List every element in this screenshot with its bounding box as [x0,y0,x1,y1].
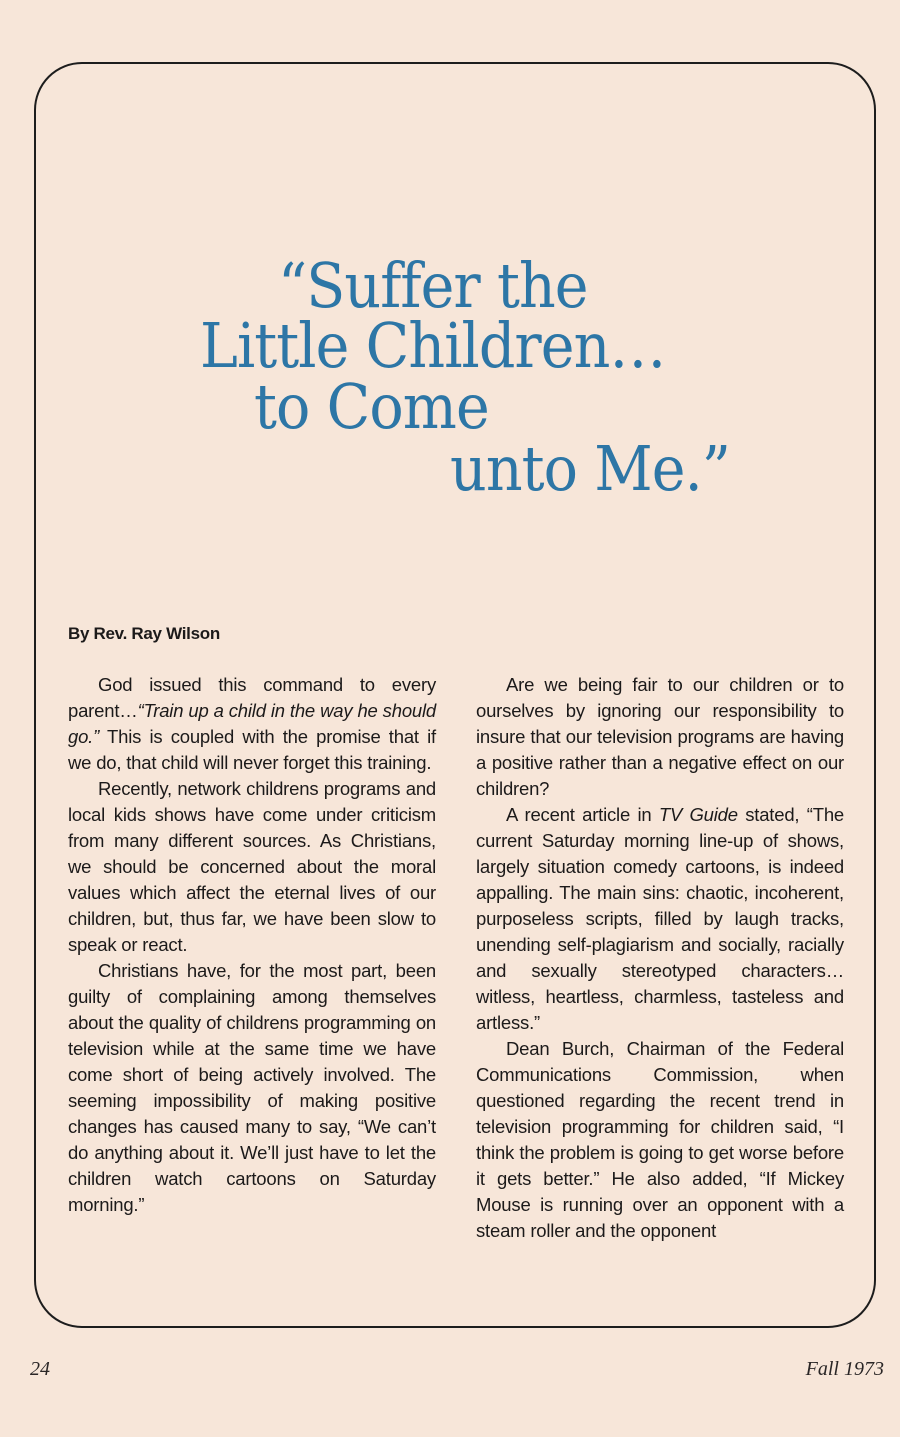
publication-title: TV Guide [658,804,738,825]
paragraph-text: This is coupled with the promise that if we do, that child will never forget this training. [68,726,436,773]
scripture-quote: “Train up a child in the way he should go.” [68,700,436,747]
author-byline: By Rev. Ray Wilson [68,624,220,643]
paragraph [476,802,844,1036]
right-column [476,672,844,1244]
paragraph-text: A recent article in [506,804,659,825]
paragraph-text: stated, “The current Saturday morning line-up of shows, largely situation comedy cartoons, is indeed appalling. The main sins: chaotic, incoherent, purposeless scripts, filled by laugh tracks, unending self-plagiarism and socially, racially and sexually stereotyped characters… witless, heartless, charmless, tasteless and artless.” [476,804,844,1033]
paragraph: Christians have, for the most part, been guilty of complaining among themselves about the quality of childrens programming on television while at the same time we have come short of being actively involved. The seeming impossibility of making positive changes has caused many to say, “We can’t do anything about it. We’ll just have to let the children watch cartoons on Saturday morning.” [68,960,436,1215]
title-line-1: “Suffer the [278,249,588,322]
page-number: 24 [30,1358,50,1380]
paragraph: Are we being fair to our children or to ourselves by ignoring our responsibility to insure that our television programs are having a positive rather than a negative effect on our children? [476,674,844,799]
title-line-3: to Come [254,370,489,443]
paragraph: Recently, network childrens programs and local kids shows have come under criticism from many different sources. As Christians, we should be concerned about the moral values which affect the eternal lives of our children, but, thus far, we have been slow to speak or react. [68,778,436,955]
title-line-2: Little Children… [200,309,666,382]
issue-label: Fall 1973 [805,1358,884,1380]
paragraph-text: God issued this command to every parent… [68,674,436,721]
title-line-4: unto Me.” [450,432,731,505]
paragraph [68,672,436,776]
paragraph: Dean Burch, Chairman of the Federal Communications Commission, when questioned regarding the recent trend in television programming for children said, “I think the problem is going to get worse before it gets better.” He also added, “If Mickey Mouse is running over an opponent with a steam roller and the opponent [476,1038,844,1241]
article-title [200,249,731,525]
left-column [68,672,436,1218]
